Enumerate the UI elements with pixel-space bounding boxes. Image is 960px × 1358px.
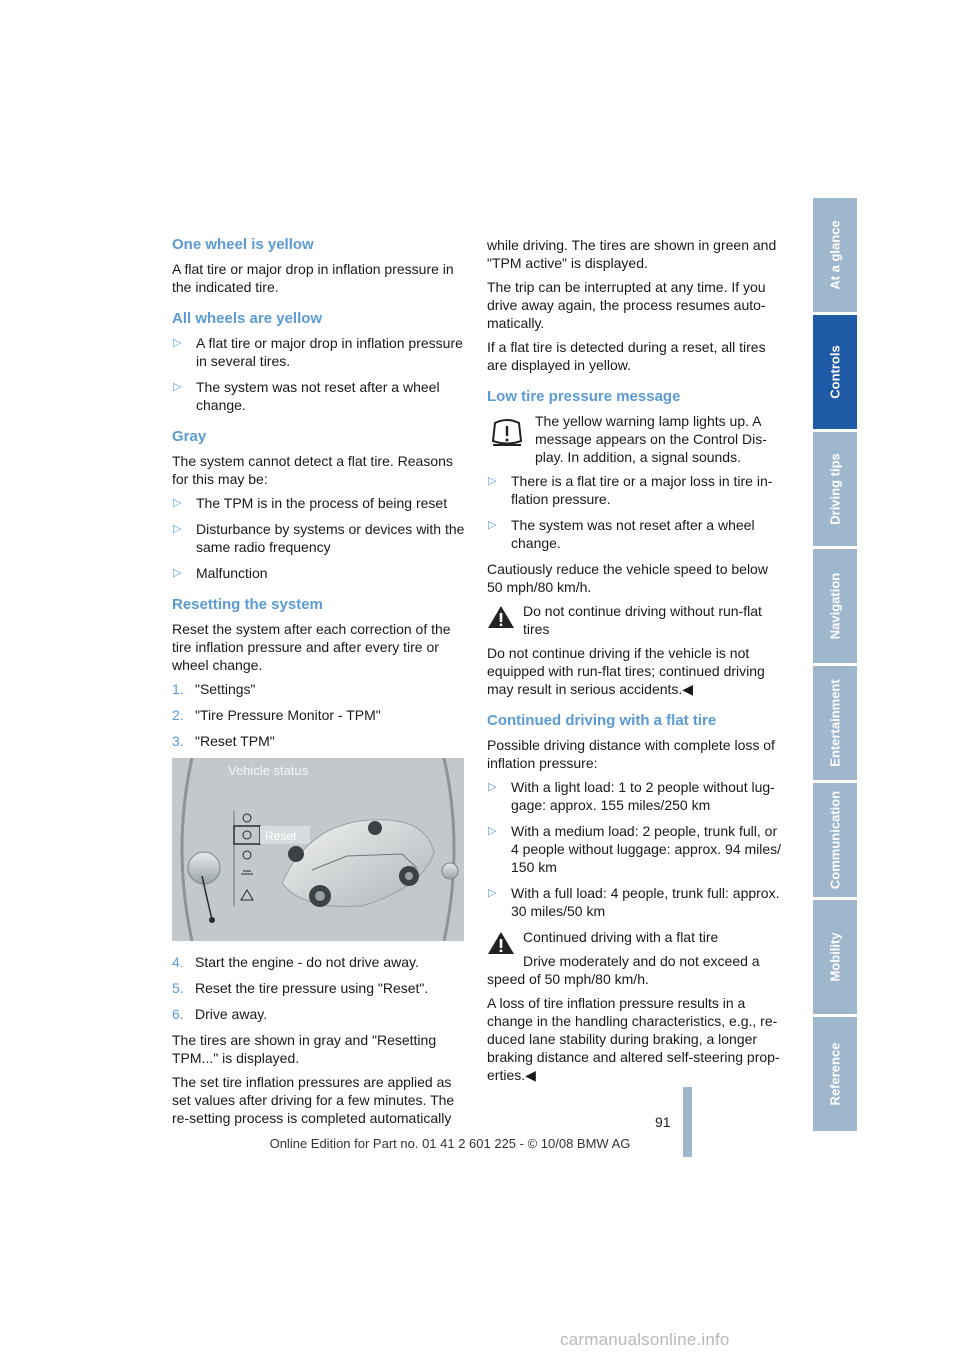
list-item: ▷ With a light load: 1 to 2 people without lug-gage: approx. 155 miles/250 km <box>488 779 775 813</box>
tire-pressure-lamp-icon <box>487 415 527 455</box>
paragraph-gray-shown: The tires are shown in gray and "Resetting TPM..." is displayed. <box>172 1032 437 1066</box>
triangle-bullet-icon: ▷ <box>173 567 182 579</box>
paragraph-continued: while driving. The tires are shown in green and "TPM active" is displayed. <box>487 237 777 271</box>
paragraph-reduce-speed: Cautiously reduce the vehicle speed to below 50 mph/80 km/h. <box>487 561 768 595</box>
paragraph-one-wheel: A flat tire or major drop in inflation pressure in the indicated tire. <box>172 261 454 295</box>
warning-note: Continued driving with a flat tire <box>487 928 783 946</box>
triangle-bullet-icon: ▷ <box>488 887 497 899</box>
lamp-note: The yellow warning lamp lights up. A message appears on the Control Dis-play. In addition, a signal sounds. <box>487 412 783 466</box>
heading-one-wheel-yellow: One wheel is yellow <box>172 236 314 253</box>
tab-navigation[interactable]: Navigation <box>813 549 857 663</box>
paragraph-warning-1: Do not continue driving if the vehicle is not equipped with run-flat tires; continued driving may result in serious accidents.◀ <box>487 645 765 697</box>
tab-communication[interactable]: Communication <box>813 783 857 897</box>
paragraph-gray: The system cannot detect a flat tire. Reasons for this may be: <box>172 453 453 487</box>
chapter-nav <box>813 198 857 1134</box>
tab-reference[interactable]: Reference <box>813 1017 857 1131</box>
list-item: ▷ The system was not reset after a wheel change. <box>173 379 440 413</box>
triangle-bullet-icon: ▷ <box>488 825 497 837</box>
warning-triangle-icon <box>487 605 515 633</box>
triangle-bullet-icon: ▷ <box>173 523 182 535</box>
footer-edition: Online Edition for Part no. 01 41 2 601 225 - © 10/08 BMW AG <box>269 1136 631 1151</box>
triangle-bullet-icon: ▷ <box>173 497 182 509</box>
step-item: 4. Start the engine - do not drive away. <box>172 954 419 970</box>
list-item: ▷ With a medium load: 2 people, trunk full, or 4 people without luggage: approx. 94 miles/ 150 km <box>488 823 782 875</box>
heading-low-tire-pressure: Low tire pressure message <box>487 388 681 405</box>
watermark: carmanualsonline.info <box>560 1330 730 1349</box>
list-item: ▷ Malfunction <box>173 565 268 581</box>
reset-button[interactable]: Reset <box>265 829 297 843</box>
tab-driving-tips[interactable]: Driving tips <box>813 432 857 546</box>
tab-at-a-glance[interactable]: At a glance <box>813 198 857 312</box>
triangle-bullet-icon: ▷ <box>173 381 182 393</box>
step-item: 2. "Tire Pressure Monitor - TPM" <box>172 707 381 723</box>
paragraph-loss-handling: A loss of tire inflation pressure results in a change in the handling characteristics, e.g., re-duced lane stability during braking, a longer braking distance and altered self-steering prop-erties.◀ <box>487 995 780 1083</box>
heading-all-wheels-yellow: All wheels are yellow <box>172 310 323 327</box>
triangle-bullet-icon: ▷ <box>488 781 497 793</box>
list-item: ▷ The TPM is in the process of being reset <box>173 495 448 511</box>
page-number: 91 <box>655 1114 671 1130</box>
vehicle-status-illustration <box>172 758 464 941</box>
list-item: ▷ The system was not reset after a wheel change. <box>488 517 755 551</box>
step-item: 1. "Settings" <box>172 681 256 697</box>
paragraph-possible-distance: Possible driving distance with complete loss of inflation pressure: <box>487 737 775 771</box>
heading-resetting-system: Resetting the system <box>172 596 323 613</box>
step-item: 5. Reset the tire pressure using "Reset". <box>172 980 429 996</box>
triangle-bullet-icon: ▷ <box>488 519 497 531</box>
list-item: ▷ Disturbance by systems or devices with the same radio frequency <box>173 521 465 555</box>
paragraph-interrupt: The trip can be interrupted at any time. If you drive away again, the process resumes auto-matically. <box>487 279 766 331</box>
warning-note: Do not continue driving without run-flat tires <box>487 602 783 638</box>
paragraph-warning-2: Drive moderately and do not exceed a speed of 50 mph/80 km/h. <box>487 953 760 987</box>
tab-entertainment[interactable]: Entertainment <box>813 666 857 780</box>
tab-controls[interactable]: Controls <box>813 315 857 429</box>
heading-continued-driving: Continued driving with a flat tire <box>487 712 717 729</box>
left-column <box>172 236 468 1133</box>
warning-triangle-icon <box>487 931 515 959</box>
screen-title: Vehicle status <box>228 763 309 778</box>
list-item: ▷ With a full load: 4 people, trunk full: approx. 30 miles/50 km <box>488 885 780 919</box>
paragraph-flat-reset: If a flat tire is detected during a reset, all tires are displayed in yellow. <box>487 339 766 373</box>
paragraph-set-values: The set tire inflation pressures are applied as set values after driving for a few minutes. The re-setting process is completed automatically <box>172 1074 455 1126</box>
step-item: 6. Drive away. <box>172 1006 268 1022</box>
triangle-bullet-icon: ▷ <box>488 475 497 487</box>
triangle-bullet-icon: ▷ <box>173 337 182 349</box>
step-item: 3. "Reset TPM" <box>172 733 275 749</box>
vehicle-status-screen <box>172 758 464 941</box>
heading-gray: Gray <box>172 428 207 445</box>
list-item: ▷ There is a flat tire or a major loss in tire in-flation pressure. <box>488 473 773 507</box>
tab-mobility[interactable]: Mobility <box>813 900 857 1014</box>
list-item: ▷ A flat tire or major drop in inflation pressure in several tires. <box>173 335 463 369</box>
page-marker-bar <box>683 1087 692 1157</box>
right-column <box>487 236 783 1090</box>
paragraph-reset: Reset the system after each correction of the tire inflation pressure and after every tire or wheel change. <box>172 621 451 673</box>
